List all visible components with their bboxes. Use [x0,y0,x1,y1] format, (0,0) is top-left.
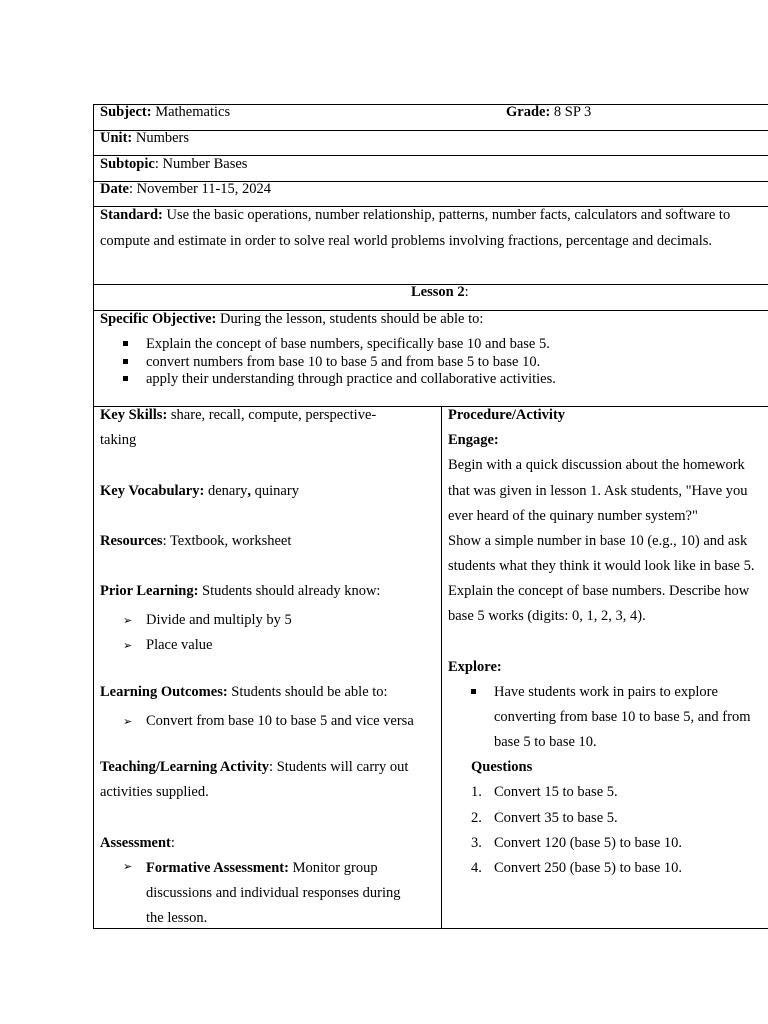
teaching-activity-line-2: activities supplied. [100,784,209,800]
question-text: Convert 35 to base 5. [494,810,618,826]
question-text: Convert 120 (base 5) to base 10. [494,835,683,851]
bullet-square-icon [471,684,476,701]
formative-line-1 [100,860,378,877]
vocab-comma: , [247,483,252,499]
learning-outcomes [100,684,388,701]
vocab-value-1: denary [204,483,248,499]
question-item [471,810,618,827]
question-number: 1. [471,784,482,800]
subtopic-label: Subtopic [100,156,155,172]
explore-line-2: converting from base 10 to base 5, and from [494,709,751,725]
outcomes-label: Learning Outcomes: [100,684,228,700]
standard-label: Standard: [100,207,163,223]
row-divider-unit [93,130,768,131]
procedure-heading: Procedure/Activity [448,407,566,423]
key-skills-line-1 [100,407,376,424]
lesson-label: Lesson 2 [411,284,465,300]
outcomes-list [100,709,414,734]
prior-learning [100,583,380,600]
list-item: ➢ Place value [100,633,292,658]
subtopic-value: : Number Bases [154,156,248,172]
date-value: : November 11-15, 2024 [129,181,272,197]
teaching-activity-line-1 [100,759,408,776]
engage-line-2: that was given in lesson 1. Ask students, "Have you [448,483,748,499]
unit-value: Numbers [132,130,190,146]
question-text: Convert 250 (base 5) to base 10. [494,860,683,876]
unit-label: Unit: [100,130,133,146]
date-label: Date [100,181,129,197]
objective-label: Specific Objective: [100,311,217,327]
assessment-heading [100,835,175,852]
question-number: 2. [471,810,482,826]
key-skills-line-2: taking [100,432,137,448]
list-item: ➢ Divide and multiply by 5 [100,608,292,633]
prior-list [100,608,292,658]
standard-text-1: Use the basic operations, number relationship, patterns, number facts, calculators and software to [162,207,731,223]
resources-value: : Textbook, worksheet [162,533,292,549]
list-item: ➢ Convert from base 10 to base 5 and vice versa [100,709,414,734]
engage-line-1: Begin with a quick discussion about the homework [448,457,745,473]
formative-line-2: discussions and individual responses during [146,885,401,901]
grade-value: 8 SP 3 [550,104,592,120]
objective-intro: During the lesson, students should be able to: [216,311,484,327]
column-divider [441,406,442,929]
question-item [471,835,683,852]
resources-label: Resources [100,533,163,549]
date-field [100,181,271,198]
prior-label: Prior Learning: [100,583,199,599]
list-item: apply their understanding through practice and collaborative activities. [100,371,556,389]
arrow-bullet-icon: ➢ [123,860,133,873]
explore-heading: Explore: [448,659,502,675]
subject-label: Subject: [100,104,152,120]
question-item [471,860,683,877]
assessment-label: Assessment [100,835,171,851]
formative-line-3: the lesson. [146,910,208,926]
question-number: 3. [471,835,482,851]
grade-field [506,104,591,121]
resources [100,533,291,550]
subject-field [100,104,230,121]
subtopic-field [100,156,247,173]
bullet-square-icon [123,336,128,354]
question-text: Convert 15 to base 5. [494,784,618,800]
lesson-title [411,284,469,301]
key-vocabulary [100,483,299,500]
explore-line-1: Have students work in pairs to explore [448,684,672,701]
table-border-bottom [93,928,768,929]
formative-label: Formative Assessment: [146,860,289,876]
unit-field [100,130,189,147]
bullet-square-icon [123,354,128,372]
key-skills-value: share, recall, compute, perspective- [167,407,377,423]
list-item: convert numbers from base 10 to base 5 and from base 5 to base 10. [100,354,556,372]
engage-heading: Engage: [448,432,499,448]
arrow-bullet-icon: ➢ [123,715,133,728]
vocab-value-2: quinary [251,483,299,499]
lesson-suffix: : [464,284,469,300]
question-number: 4. [471,860,482,876]
prior-value: Students should already know: [198,583,381,599]
objective-list [100,336,556,389]
list-item: Explain the concept of base numbers, specifically base 10 and base 5. [100,336,556,354]
outcomes-value: Students should be able to: [227,684,388,700]
objective-heading [100,311,483,328]
key-skills-label: Key Skills: [100,407,168,423]
engage-line-5: students what they think it would look like in base 5. [448,558,755,574]
standard-line-2: compute and estimate in order to solve real world problems involving fractions, percentage and decimals. [100,233,713,249]
arrow-bullet-icon: ➢ [123,639,133,652]
formative-text-1: Monitor group [288,860,378,876]
engage-line-3: ever heard of the quinary number system?" [448,508,698,524]
questions-heading: Questions [471,759,533,775]
engage-line-4: Show a simple number in base 10 (e.g., 10) and ask [448,533,748,549]
question-item [471,784,618,801]
assessment-suffix: : [170,835,175,851]
activity-label: Teaching/Learning Activity [100,759,270,775]
table-border-left [93,104,94,929]
bullet-square-icon [123,371,128,389]
engage-line-6: Explain the concept of base numbers. Describe how [448,583,750,599]
subject-value: Mathematics [151,104,231,120]
vocab-label: Key Vocabulary: [100,483,205,499]
standard-line-1 [100,207,730,224]
activity-value: : Students will carry out [269,759,409,775]
explore-line-3: base 5 to base 10. [494,734,597,750]
engage-line-7: base 5 works (digits: 0, 1, 2, 3, 4). [448,608,646,624]
arrow-bullet-icon: ➢ [123,614,133,627]
grade-label: Grade: [506,104,551,120]
